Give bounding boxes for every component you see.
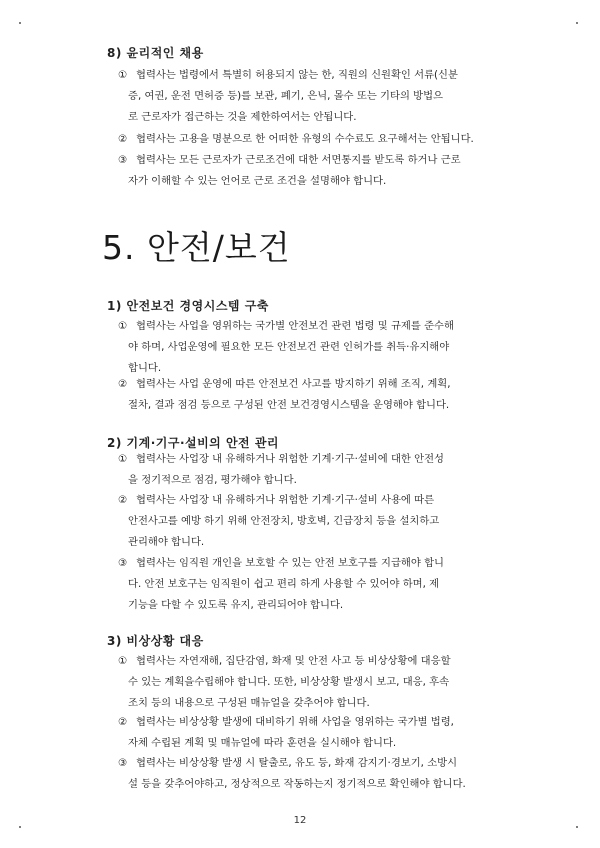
- item-number: ②: [118, 133, 128, 145]
- item-number: ①: [118, 69, 128, 81]
- item-text-line: 로 근로자가 접근하는 것을 제한하여서는 안됩니다.: [128, 111, 357, 123]
- corner-mark-top-right: [576, 22, 578, 24]
- item-text-line: 협력사는 사업장 내 유해하거나 위험한 기계·기구·설비 사용에 따른: [136, 494, 435, 506]
- item-text-line: 협력사는 사업 운영에 따른 안전보건 사고를 방지하기 위해 조직, 계획,: [136, 378, 451, 390]
- item-text-line: 증, 여권, 운전 면허증 등)를 보관, 폐기, 은닉, 몰수 또는 기타의 방법으: [128, 90, 444, 102]
- item-text-line: 수 있는 계획을수립해야 합니다. 또한, 비상상황 발생시 보고, 대응, 후속: [128, 676, 450, 688]
- item-text-line: 야 하며, 사업운영에 필요한 모든 안전보건 관련 인허가를 취득·유지해야: [128, 341, 450, 353]
- corner-mark-top-left: [19, 22, 21, 24]
- item-number: ③: [118, 154, 128, 166]
- item-text-line: 협력사는 사업장 내 유해하거나 위험한 기계·기구·설비에 대한 안전성: [136, 453, 444, 465]
- item-text-line: 협력사는 고용을 명분으로 한 어떠한 유형의 수수료도 요구해서는 안됩니다.: [136, 133, 474, 145]
- item-number: ②: [118, 378, 128, 390]
- item-text-line: 협력사는 법령에서 특별히 허용되지 않는 한, 직원의 신원확인 서류(신분: [136, 69, 458, 81]
- item-text-line: 기능을 다할 수 있도록 유지, 관리되어야 합니다.: [128, 599, 344, 611]
- item-text-line: 협력사는 모든 근로자가 근로조건에 대한 서면통지를 받도록 하거나 근로: [136, 154, 461, 166]
- item-text-line: 관리해야 합니다.: [128, 536, 205, 548]
- item-number: ①: [118, 320, 128, 332]
- item-text-line: 협력사는 비상상황 발생에 대비하기 위해 사업을 영위하는 국가별 법령,: [136, 716, 454, 728]
- item-text-line: 협력사는 비상상황 발생 시 탈출로, 유도 등, 화재 감지기·경보기, 소방시: [136, 757, 458, 769]
- item-number: ①: [118, 453, 128, 465]
- section-heading-equipment-safety: 2) 기계·기구·설비의 안전 관리: [107, 436, 279, 450]
- item-text-line: 절차, 결과 점검 등으로 구성된 안전 보건경영시스템을 운영해야 합니다.: [128, 399, 450, 411]
- section-heading-emergency-response: 3) 비상상황 대응: [107, 634, 204, 648]
- section-heading-safety-management-system: 1) 안전보건 경영시스템 구축: [107, 299, 269, 313]
- item-text-line: 협력사는 임직원 개인을 보호할 수 있는 안전 보호구를 지급해야 합니: [136, 557, 444, 569]
- item-text-line: 합니다.: [128, 362, 162, 374]
- item-number: ①: [118, 655, 128, 667]
- page-number: 12: [293, 815, 307, 826]
- chapter-title: 5. 안전/보건: [102, 228, 291, 267]
- corner-mark-bottom-right: [576, 826, 578, 828]
- item-text-line: 을 정기적으로 점검, 평가해야 합니다.: [128, 474, 297, 486]
- item-text-line: 다. 안전 보호구는 임직원이 쉽고 편리 하게 사용할 수 있어야 하며, 제: [128, 578, 440, 590]
- item-number: ②: [118, 716, 128, 728]
- item-text-line: 자체 수립된 계획 및 매뉴얼에 따라 훈련을 실시해야 합니다.: [128, 737, 397, 749]
- section-heading-ethical-hiring: 8) 윤리적인 채용: [107, 46, 204, 60]
- item-text-line: 협력사는 사업을 영위하는 국가별 안전보건 관련 법령 및 규제를 준수해: [136, 320, 454, 332]
- corner-mark-bottom-left: [19, 826, 21, 828]
- item-text-line: 자가 이해할 수 있는 언어로 근로 조건을 설명해야 합니다.: [128, 175, 387, 187]
- item-text-line: 협력사는 자연재해, 집단감염, 화재 및 안전 사고 등 비상상황에 대응할: [136, 655, 451, 667]
- item-text-line: 안전사고를 예방 하기 위해 안전장치, 방호벽, 긴급장치 등을 설치하고: [128, 515, 440, 527]
- item-number: ③: [118, 757, 128, 769]
- item-text-line: 설 등을 갖추어야하고, 정상적으로 작동하는지 정기적으로 확인해야 합니다.: [128, 778, 466, 790]
- item-number: ③: [118, 557, 128, 569]
- item-number: ②: [118, 494, 128, 506]
- item-text-line: 조치 등의 내용으로 구성된 매뉴얼을 갖추어야 합니다.: [128, 697, 370, 709]
